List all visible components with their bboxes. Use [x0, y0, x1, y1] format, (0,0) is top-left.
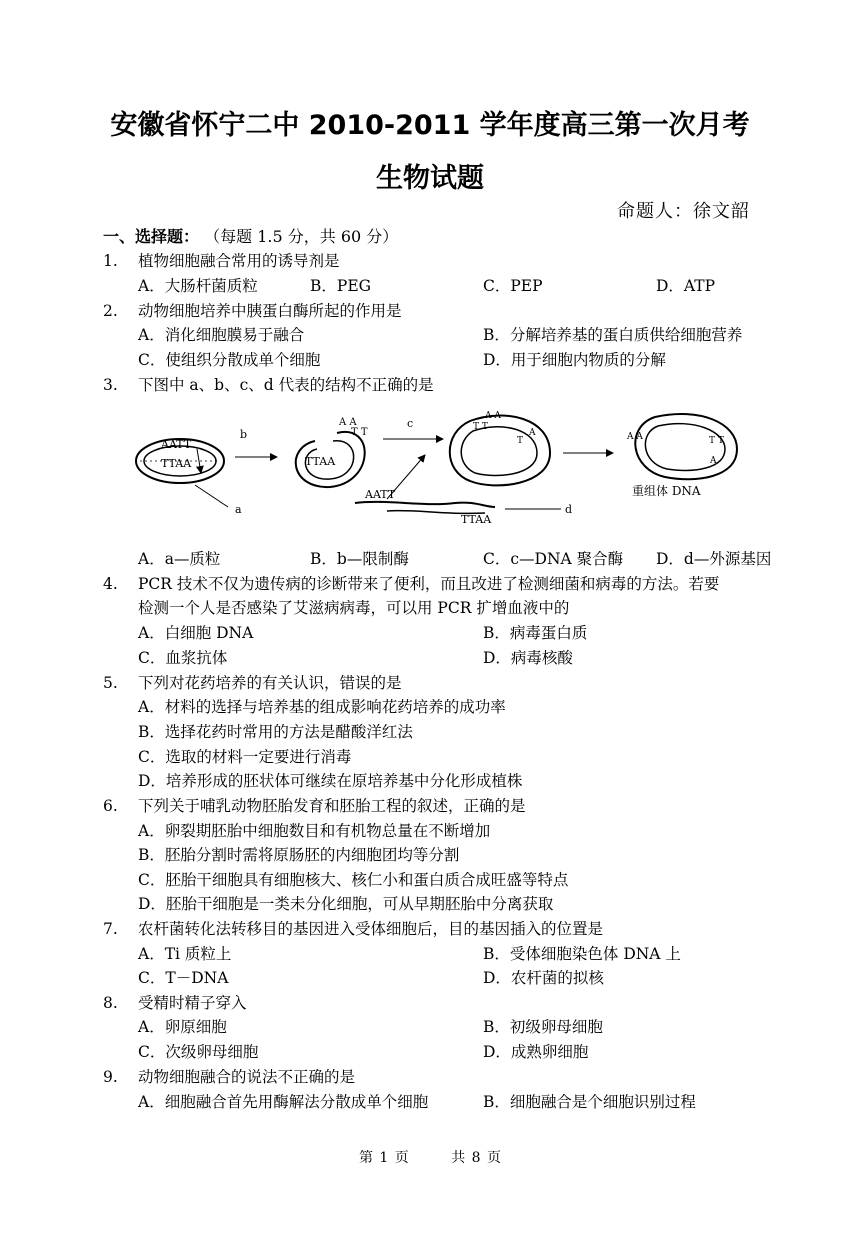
- question-number: 7.: [103, 920, 118, 938]
- option-b: B．PEG: [310, 277, 372, 295]
- option-c: C．c—DNA 聚合酶: [483, 550, 624, 568]
- option-d: D．胚胎干细胞是一类未分化细胞，可从早期胚胎中分离获取: [138, 895, 554, 913]
- option-a: A．材料的选择与培养基的组成影响花药培养的成功率: [138, 698, 506, 716]
- label-c: c: [407, 417, 414, 430]
- section-note: （每题 1.5 分，共 60 分）: [204, 227, 399, 246]
- option-b: B．b—限制酶: [310, 550, 409, 568]
- option-a: A．白细胞 DNA: [138, 624, 254, 642]
- option-b: B．分解培养基的蛋白质供给细胞营养: [483, 326, 743, 344]
- ttaa-label: TTAA: [161, 457, 192, 470]
- option-a: A．细胞融合首先用酶解法分散成单个细胞: [138, 1093, 429, 1111]
- option-a: A．大肠杆菌质粒: [138, 277, 258, 295]
- section-heading: [103, 224, 398, 247]
- question-text-continued: 检测一个人是否感染了艾滋病病毒，可以用 PCR 扩增血液中的: [138, 599, 570, 617]
- option-c: C．选取的材料一定要进行消毒: [138, 748, 352, 766]
- option-a: A．Ti 质粒上: [138, 945, 232, 963]
- option-a: A．a—质粒: [138, 550, 221, 568]
- option-c: C．T－DNA: [138, 969, 229, 987]
- page-number: 第 1 页: [358, 1150, 409, 1166]
- question-number: 2.: [103, 302, 118, 320]
- foreign-gene-fragment: [355, 488, 572, 526]
- option-c: C．血浆抗体: [138, 649, 228, 667]
- question-text: 下图中 a、b、c、d 代表的结构不正确的是: [138, 376, 434, 394]
- ttaa-label: TTAA: [305, 455, 336, 468]
- svg-text:T T: T T: [351, 427, 368, 438]
- page-total: 共 8 页: [451, 1150, 502, 1166]
- question-text: 下列对花药培养的有关认识，错误的是: [138, 674, 402, 692]
- option-c: C．次级卵母细胞: [138, 1043, 259, 1061]
- option-a: A．消化细胞膜易于融合: [138, 326, 305, 344]
- question-text: 植物细胞融合常用的诱导剂是: [138, 252, 340, 270]
- question-number: 5.: [103, 674, 118, 692]
- option-c: C．胚胎干细胞具有细胞核大、核仁小和蛋白质合成旺盛等特点: [138, 871, 569, 889]
- option-d: D．病毒核酸: [483, 649, 573, 667]
- question-text: 下列关于哺乳动物胚胎发育和胚胎工程的叙述，正确的是: [138, 797, 526, 815]
- label-b: b: [240, 428, 248, 441]
- question-text: 动物细胞培养中胰蛋白酶所起的作用是: [138, 302, 402, 320]
- option-d: D．ATP: [656, 277, 716, 295]
- svg-text:T T: T T: [473, 422, 488, 432]
- svg-text:A: A: [529, 428, 536, 438]
- option-c: C．PEP: [483, 277, 543, 295]
- label-a: a: [235, 503, 242, 516]
- author-line: 命题人：徐文韶: [617, 201, 750, 222]
- recombinant-dna: [626, 414, 737, 498]
- question-text: 动物细胞融合的说法不正确的是: [138, 1068, 356, 1086]
- question-number: 4.: [103, 575, 118, 593]
- option-b: B．选择花药时常用的方法是醋酸洋红法: [138, 723, 413, 741]
- recombinant-dna-diagram: [125, 403, 785, 531]
- svg-text:A: A: [710, 456, 717, 466]
- svg-text:A A: A A: [339, 417, 357, 428]
- intermediate-molecule: [450, 411, 550, 485]
- option-a: A．卵原细胞: [138, 1018, 227, 1036]
- question-number: 9.: [103, 1068, 118, 1086]
- question-text: PCR 技术不仅为遗传病的诊断带来了便利，而且改进了检测细菌和病毒的方法。若要: [138, 575, 720, 593]
- cut-plasmid: [296, 417, 368, 487]
- option-c: C．使组织分散成单个细胞: [138, 351, 321, 369]
- label-d: d: [565, 503, 573, 516]
- page-footer: [0, 1147, 860, 1167]
- question-number: 8.: [103, 994, 118, 1012]
- option-b: B．初级卵母细胞: [483, 1018, 603, 1036]
- svg-text:A A: A A: [485, 411, 501, 421]
- aatt-label: AATT: [161, 438, 192, 451]
- option-d: D．d—外源基因: [656, 550, 772, 568]
- option-b: B．胚胎分割时需将原肠胚的内细胞团均等分割: [138, 846, 460, 864]
- svg-text:T: T: [517, 436, 524, 446]
- section-title: 一、选择题：: [103, 227, 200, 246]
- option-b: B．病毒蛋白质: [483, 624, 588, 642]
- question-number: 6.: [103, 797, 118, 815]
- svg-text:A A: A A: [627, 432, 643, 442]
- exam-title: 安徽省怀宁二中 2010-2011 学年度高三第一次月考: [110, 110, 750, 141]
- question-text: 农杆菌转化法转移目的基因进入受体细胞后，目的基因插入的位置是: [138, 920, 604, 938]
- question-number: 1.: [103, 252, 118, 270]
- exam-subtitle: 生物试题: [376, 163, 484, 194]
- question-text: 受精时精子穿入: [138, 994, 247, 1012]
- svg-text:T T: T T: [709, 436, 724, 446]
- option-b: B．受体细胞染色体 DNA 上: [483, 945, 681, 963]
- option-d: D．农杆菌的拟核: [483, 969, 604, 987]
- option-a: A．卵裂期胚胎中细胞数目和有机物总量在不断增加: [138, 822, 491, 840]
- option-d: D．培养形成的胚状体可继续在原培养基中分化形成植株: [138, 772, 523, 790]
- question-number: 3.: [103, 376, 118, 394]
- recombinant-label: 重组体 DNA: [632, 484, 701, 498]
- ttaa-label: TTAA: [461, 513, 492, 526]
- option-d: D．成熟卵细胞: [483, 1043, 589, 1061]
- plasmid: [136, 438, 242, 516]
- aatt-label: AATT: [365, 488, 396, 501]
- option-d: D．用于细胞内物质的分解: [483, 351, 666, 369]
- option-b: B．细胞融合是个细胞识别过程: [483, 1093, 696, 1111]
